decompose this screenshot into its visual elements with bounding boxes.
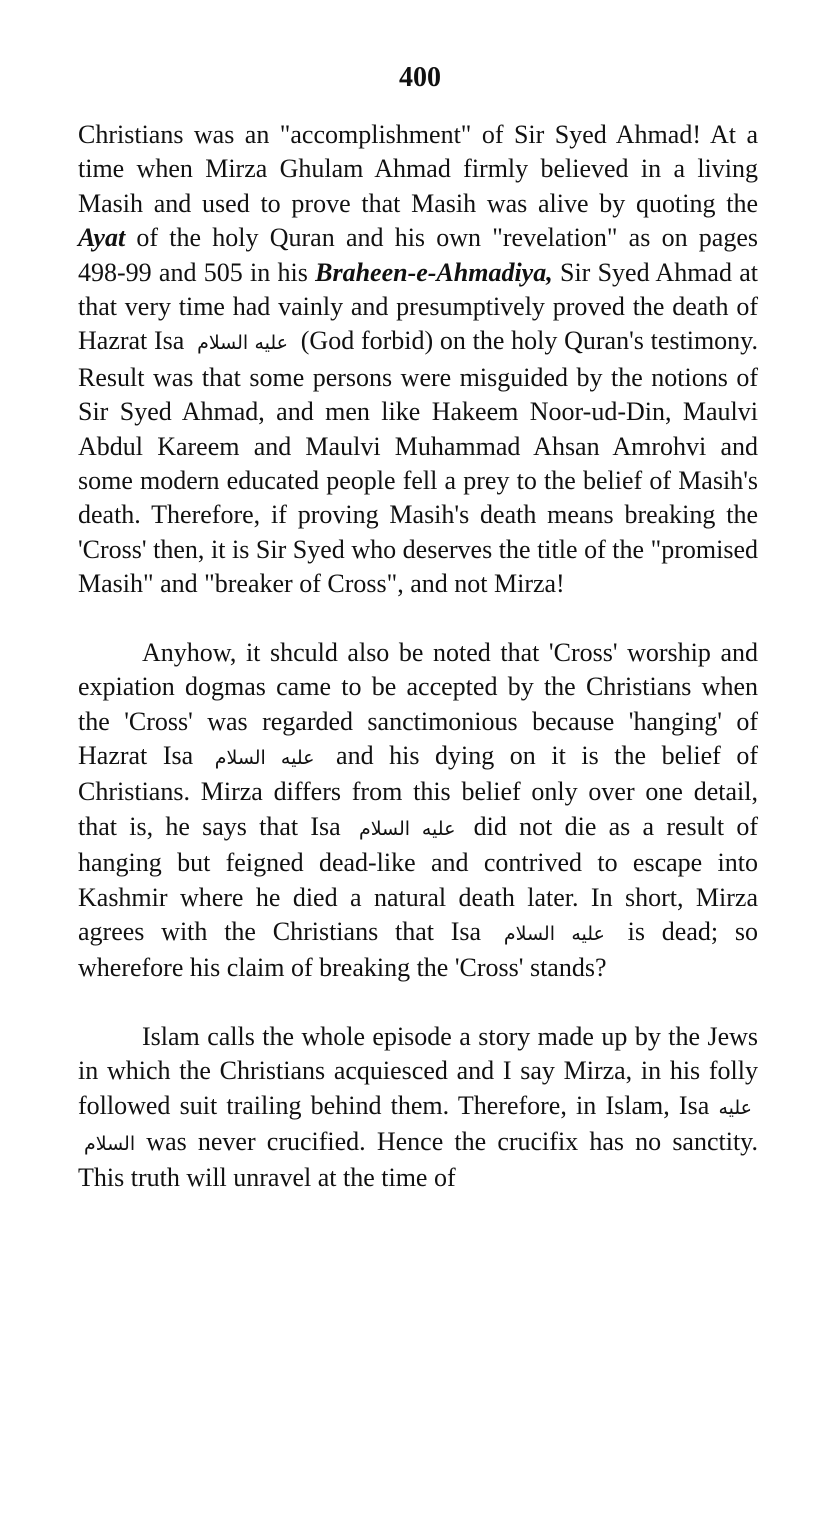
emphasis-text-inner: Braheen-e-Ahmadiya, — [315, 257, 553, 287]
text-run: and his dying on it is the belief of Christians. Mirza differs from this belief only over one detail, that is, he says that Isa — [78, 740, 758, 841]
text-run: did not die as a result of hanging but feigned dead-like and contrived to escape into Kashmir where he died a natural death later. In short, Mirza agrees with the Christians that Isa — [78, 811, 758, 946]
arabic-salutation: عليه السلام — [84, 1096, 752, 1155]
text-run: of the holy Quran and his own "revelation" as on pages 498-99 and 505 in his — [78, 223, 758, 287]
emphasis-text — [315, 258, 553, 287]
text-run: Islam calls the whole episode a story made up by the Jews in which the Christians acquiesced and I say Mirza, in his folly followed suit trailing behind them. Therefore, in Islam, Isa — [78, 1021, 758, 1120]
text-run: Anyhow, it shculd also be noted that 'Cross' worship and expiation dogmas came to be accepted by the Christians when the 'Cross' was regarded sanctimonious because 'hanging' of Hazrat Isa — [78, 637, 758, 770]
arabic-salutation: عليه السلام — [358, 817, 456, 840]
paragraph — [78, 636, 758, 986]
text-run: Christians was an "accomplishment" of Sir Syed Ahmad! At a time when Mirza Ghulam Ahmad firmly believed in a living Masih and used to prove that Masih was alive by quoting the — [78, 120, 758, 218]
arabic-salutation: عليه السلام — [503, 922, 605, 945]
body-text — [78, 118, 758, 1196]
arabic-salutation: عليه السلام — [214, 746, 315, 769]
paragraph — [78, 118, 758, 602]
arabic-salutation: عليه السلام — [197, 332, 289, 355]
text-run: Sir Syed Ahmad at that very time had vainly and presumptively proved the death of Hazrat Isa — [78, 257, 758, 356]
emphasis-text-inner: Ayat — [78, 223, 126, 253]
page-number: 400 — [399, 62, 441, 93]
text-run: was never crucified. Hence the crucifix has no sanctity. This truth will unravel at the time of — [78, 1126, 758, 1193]
emphasis-text — [78, 223, 125, 252]
text-run: (God forbid) on the holy Quran's testimony. Result was that some persons were misguided by the notions of Sir Syed Ahmad, and men like Hakeem Noor-ud-Din, Maulvi Abdul Kareem and Maulvi Muhammad Ahsan Amrohvi and some modern educated people fell a prey to the belief of Masih's death. Therefore, if proving Masih's death means breaking the 'Cross' then, it is Sir Syed who deserves the title of the "promised Masih" and "breaker of Cross", and not Mirza! — [78, 326, 758, 599]
text-run: is dead; so wherefore his claim of breaking the 'Cross' stands? — [78, 916, 759, 983]
paragraph — [78, 1020, 758, 1196]
